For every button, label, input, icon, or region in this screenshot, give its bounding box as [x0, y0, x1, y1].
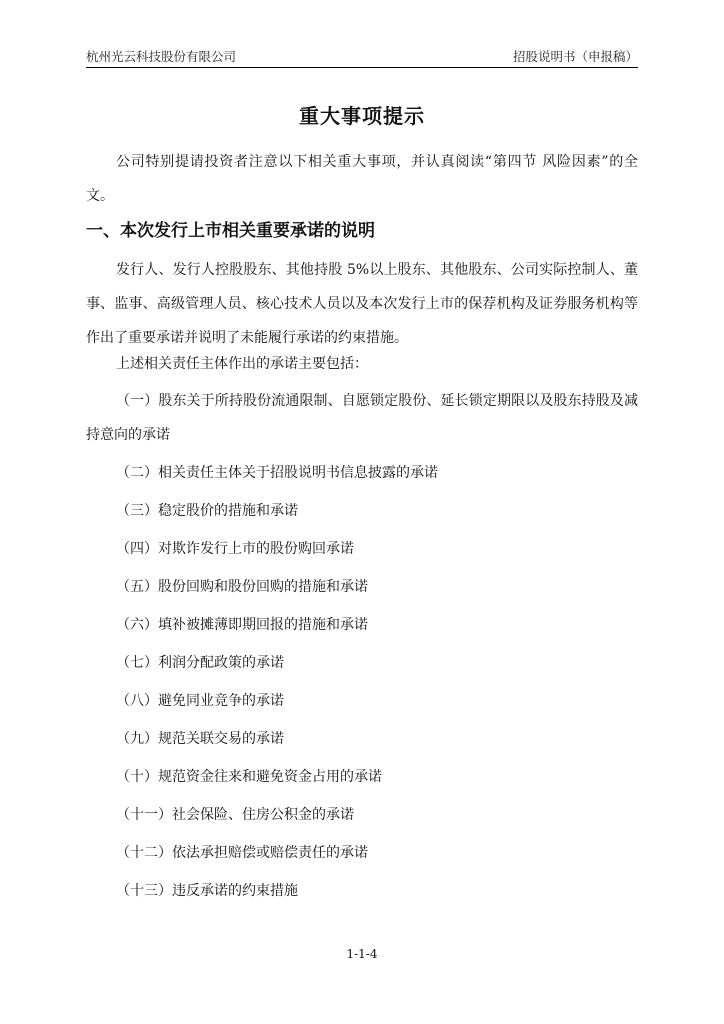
list-item: （五）股份回购和股份回购的措施和承诺 — [116, 579, 368, 595]
list-item: （四）对欺诈发行上市的股份购回承诺 — [116, 541, 354, 557]
page-title: 重大事项提示 — [299, 104, 425, 128]
list-item: （十三）违反承诺的约束措施 — [116, 883, 298, 899]
list-item: （二）相关责任主体关于招股说明书信息披露的承诺 — [116, 465, 438, 481]
list-item: （八）避免同业竞争的承诺 — [116, 693, 284, 709]
commitment-paragraph: 发行人、发行人控股股东、其他持股 5%以上股东、其他股东、公司实际控制人、董事、监事、高级管理人员、核心技术人员以及本次发行上市的保荐机构及证券服务机构等作出了重要承诺并说明了未能履行承诺的约束措施。 — [86, 262, 638, 346]
commitment-list — [86, 384, 638, 912]
header-company: 杭州光云科技股份有限公司 — [86, 49, 237, 64]
page-header — [86, 47, 638, 68]
list-item: （一）股东关于所持股份流通限制、自愿锁定股份、延长锁定期限以及股东持股及减持意向的承诺 — [86, 393, 638, 443]
intro-paragraph: 公司特别提请投资者注意以下相关重大事项，并认真阅读“第四节 风险因素”的全文。 — [86, 154, 638, 204]
list-item: （十一）社会保险、住房公积金的承诺 — [116, 807, 354, 823]
section-heading: 一、本次发行上市相关重要承诺的说明 — [86, 221, 375, 241]
header-doc-type: 招股说明书（申报稿） — [512, 49, 638, 64]
list-item: （十）规范资金往来和避免资金占用的承诺 — [116, 769, 382, 785]
list-item: （三）稳定股价的措施和承诺 — [116, 503, 298, 519]
commitment-summary: 上述相关责任主体作出的承诺主要包括： — [116, 356, 368, 372]
list-item: （九）规范关联交易的承诺 — [116, 731, 284, 747]
list-item: （十二）依法承担赔偿或赔偿责任的承诺 — [116, 845, 368, 861]
list-item: （七）利润分配政策的承诺 — [116, 655, 284, 671]
list-item: （六）填补被摊薄即期回报的措施和承诺 — [116, 617, 368, 633]
page-number: 1-1-4 — [346, 947, 378, 961]
